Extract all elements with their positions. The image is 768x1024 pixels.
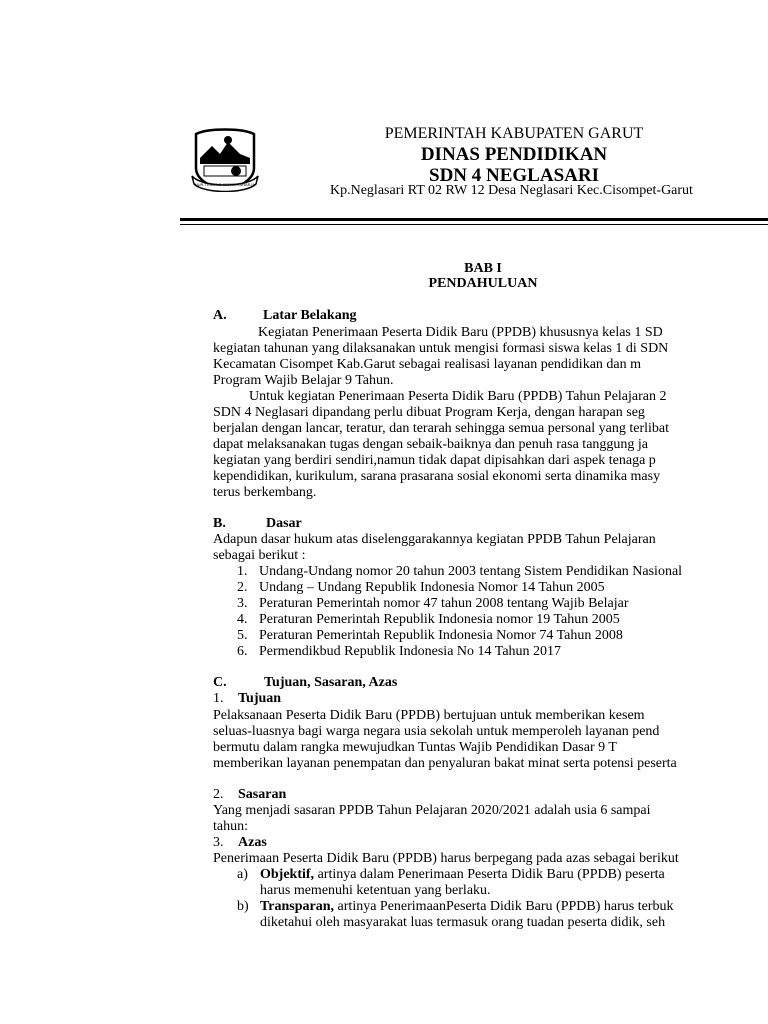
list-number: 2. [237,580,248,595]
section-b-intro: Adapun dasar hukum atas diselenggarakannya kegiatan PPDB Tahun Pelajaran [213,532,656,547]
letterhead-government: PEMERINTAH KABUPATEN GARUT [384,125,644,142]
list-item: Permendikbud Republik Indonesia No 14 Tahun 2017 [259,644,562,659]
section-b-heading: Dasar [266,516,302,531]
azas-term: Transparan, [260,899,335,914]
chapter-title: PENDAHULUAN [428,276,538,291]
subsection-number: 2. [213,787,224,802]
tujuan-line: memberikan layanan penempatan dan penyaluran bakat minat serta potensi peserta [213,756,677,771]
azas-term: Objektif, [260,867,315,882]
subsection-number: 3. [213,835,224,850]
list-number: 1. [237,564,248,579]
subsection-heading-azas: Azas [238,835,267,850]
list-item: Undang-Undang nomor 20 tahun 2003 tentang Sistem Pendidikan Nasional [259,564,683,579]
section-a-letter: A. [213,308,227,323]
section-a-line: kependidikan, kurikulum, sarana prasarana sosial ekonomi serta dinamika masy [213,469,661,484]
azas-desc: artinya PenerimaanPeserta Didik Baru (PPDB) harus terbuk [334,899,674,914]
list-item: Undang – Undang Republik Indonesia Nomor 14 Tahun 2005 [259,580,605,595]
azas-item [260,899,673,915]
section-a-line: terus berkembang. [213,485,317,500]
list-item: Peraturan Pemerintah Republik Indonesia nomor 19 Tahun 2005 [259,612,620,627]
sasaran-line: Yang menjadi sasaran PPDB Tahun Pelajaran 2020/2021 adalah usia 6 sampai [213,803,651,818]
section-a-line: SDN 4 Neglasari dipandang perlu dibuat Program Kerja, dengan harapan seg [213,405,645,420]
section-a-line: dapat melaksanakan tugas dengan sebaik-baiknya dan penuh rasa tanggung ja [213,437,649,452]
section-b-letter: B. [213,516,226,531]
sasaran-line: tahun: [213,819,248,834]
azas-item-line2: harus memenuhi ketentuan yang berlaku. [260,883,491,898]
regency-emblem-logo [190,128,260,192]
section-a-line: Kegiatan Penerimaan Peserta Didik Baru (PPDB) khususnya kelas 1 SD [258,325,663,340]
azas-item-label: a) [237,867,248,882]
azas-item-label: b) [237,899,249,914]
list-item: Peraturan Pemerintah nomor 47 tahun 2008 tentang Wajib Belajar [259,596,629,611]
list-number: 6. [237,644,248,659]
list-number: 4. [237,612,248,627]
section-c-heading: Tujuan, Sasaran, Azas [264,675,398,690]
logo-motto: NUR TEMENG KERTA RAHARJA [194,182,256,187]
subsection-number: 1. [213,691,224,706]
azas-desc: artinya dalam Penerimaan Peserta Didik Baru (PPDB) peserta [314,867,665,882]
letterhead-agency: DINAS PENDIDIKAN [420,144,608,165]
section-a-line: Kecamatan Cisompet Kab.Garut sebagai realisasi layanan pendidikan dan m [213,357,642,372]
section-a-line: kegiatan yang berdiri sendiri,namun tidak dapat dipisahkan dari aspek tenaga p [213,453,656,468]
subsection-heading-sasaran: Sasaran [238,787,287,802]
tujuan-line: bermutu dalam rangka mewujudkan Tuntas Wajib Pendidikan Dasar 9 T [213,740,617,755]
section-a-line: kegiatan tahunan yang dilaksanakan untuk mengisi formasi siswa kelas 1 di SDN [213,341,669,356]
azas-item [260,867,665,883]
section-c-letter: C. [213,675,227,690]
letterhead [260,124,768,186]
list-number: 3. [237,596,248,611]
subsection-heading-tujuan: Tujuan [238,691,282,706]
letterhead-school: SDN 4 NEGLASARI [429,165,599,186]
section-b-intro: sebagai berikut : [213,548,306,563]
section-a-line: berjalan dengan lancar, teratur, dan terarah sehingga semua personal yang terlibat [213,421,670,436]
tujuan-line: seluas-luasnya bagi warga negara usia sekolah untuk memperoleh layanan pend [213,724,660,739]
section-a-heading: Latar Belakang [263,308,357,323]
list-number: 5. [237,628,248,643]
chapter-number: BAB I [464,261,502,276]
letterhead-address: Kp.Neglasari RT 02 RW 12 Desa Neglasari Kec.Cisompet-Garut [330,183,693,198]
letterhead-rule-thin [180,224,768,225]
letterhead-rule-thick [180,218,768,221]
section-a-line: Program Wajib Belajar 9 Tahun. [213,373,394,388]
azas-intro: Penerimaan Peserta Didik Baru (PPDB) harus berpegang pada azas sebagai berikut [213,851,679,866]
section-a-line: Untuk kegiatan Penerimaan Peserta Didik Baru (PPDB) Tahun Pelajaran 2 [249,389,667,404]
list-item: Peraturan Pemerintah Republik Indonesia Nomor 74 Tahun 2008 [259,628,623,643]
azas-item-line2: diketahui oleh masyarakat luas termasuk orang tuadan peserta didik, seh [260,915,666,930]
tujuan-line: Pelaksanaan Peserta Didik Baru (PPDB) bertujuan untuk memberikan kesem [213,708,645,723]
